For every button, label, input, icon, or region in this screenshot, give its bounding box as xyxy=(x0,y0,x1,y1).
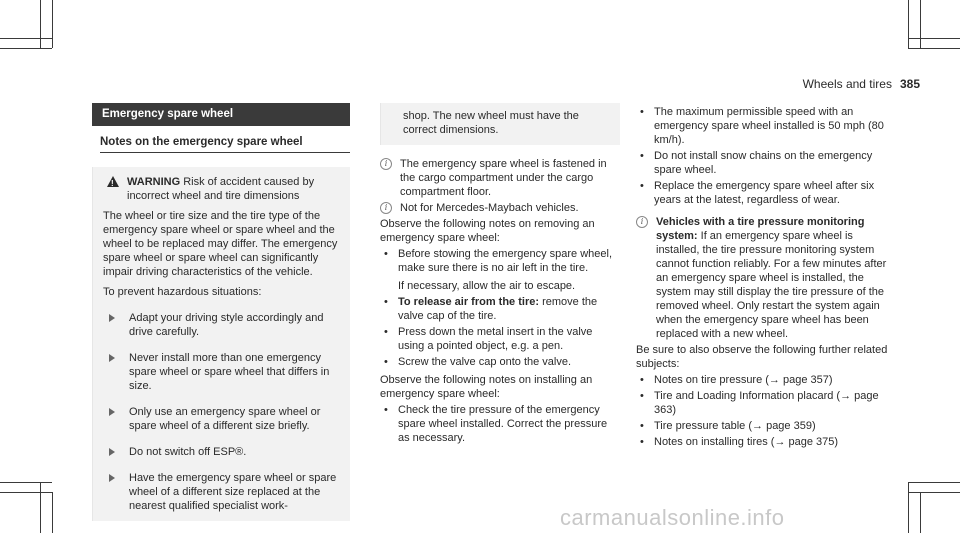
section-title: Emergency spare wheel xyxy=(92,103,350,126)
step-item: Have the emergency spare wheel or spare wheel of a different size replaced at the nearest qualified specialist work- xyxy=(103,471,342,513)
observe-installing: Observe the following notes on installing an emergency spare wheel: xyxy=(380,374,593,400)
crop-mark xyxy=(40,0,41,48)
page-number: 385 xyxy=(899,77,920,91)
info-note: i Not for Mercedes-Maybach vehicles. xyxy=(380,201,620,215)
list-item: • Do not install snow chains on the emergency spare wheel. xyxy=(640,150,873,176)
list-item: • Screw the valve cap onto the valve. xyxy=(384,356,572,368)
list-item: • Check the tire pressure of the emergency spare wheel installed. Correct the pressure as necessary. xyxy=(384,404,608,444)
warning-prevent: To prevent hazardous situations: xyxy=(103,286,262,298)
crop-mark xyxy=(908,0,909,48)
crop-mark xyxy=(908,492,960,493)
crop-mark xyxy=(0,492,52,493)
arrow-icon xyxy=(109,448,115,456)
header-section: Wheels and tires xyxy=(802,77,892,91)
info-note: i Vehicles with a tire pressure monitoring system: If an emergency spare wheel is installed, the tire pressure monitoring system cannot function reliably. For a few minutes after an emergency spare wheel is installed, the system may still display the tire pressure of the removed wheel. Only restart the system again when the emergency spare wheel has been replaced with a new wheel. xyxy=(636,215,898,341)
observe-removing: Observe the following notes on removing an emergency spare wheel: xyxy=(380,218,595,244)
related-intro: Be sure to also observe the following further related subjects: xyxy=(636,344,888,370)
subsection-title: Notes on the emergency spare wheel xyxy=(100,135,350,153)
info-icon: i xyxy=(380,202,392,214)
list-item: • Replace the emergency spare wheel after six years at the latest, regardless of wear. xyxy=(640,180,875,206)
info-icon: i xyxy=(380,158,392,170)
warning-intro: Risk of accident caused by incorrect wheel and tire dimensions xyxy=(127,176,315,202)
related-link[interactable]: • Notes on tire pressure (→ page 357) xyxy=(640,374,833,386)
related-link[interactable]: • Tire pressure table (→ page 359) xyxy=(640,420,816,432)
list-item: • The maximum permissible speed with an emergency spare wheel installed is 50 mph (80 km/h). xyxy=(640,106,884,146)
arrow-icon xyxy=(109,408,115,416)
left-column xyxy=(92,103,350,521)
crop-mark xyxy=(920,0,921,48)
crop-mark xyxy=(0,48,52,49)
info-note: i The emergency spare wheel is fastened in the cargo compartment under the cargo compartment floor. xyxy=(380,157,620,199)
arrow-icon xyxy=(109,474,115,482)
related-link[interactable]: • Tire and Loading Information placard (→ page 363) xyxy=(640,390,879,416)
crop-mark xyxy=(908,38,960,39)
step-item: Only use an emergency spare wheel or spare wheel of a different size briefly. xyxy=(103,405,342,433)
warning-continued: shop. The new wheel must have the correct dimensions. xyxy=(380,103,620,145)
arrow-icon xyxy=(109,354,115,362)
related-link[interactable]: • Notes on installing tires (→ page 375) xyxy=(640,436,839,448)
crop-mark xyxy=(52,492,53,533)
crop-mark xyxy=(908,482,960,483)
warning-icon xyxy=(107,176,119,187)
crop-mark xyxy=(0,38,52,39)
crop-mark xyxy=(52,0,53,48)
warning-body: The wheel or tire size and the tire type of the emergency spare wheel or spare wheel and the wheel to be replaced may differ. The emergency spare wheel or spare wheel can significantly impair driving characteristics of the vehicle. xyxy=(103,210,338,278)
list-item: • Before stowing the emergency spare wheel, make sure there is no air left in the tire. xyxy=(384,248,613,274)
step-item: Adapt your driving style accordingly and drive carefully. xyxy=(103,311,342,339)
warning-box xyxy=(92,167,350,521)
info-icon: i xyxy=(636,216,648,228)
right-column xyxy=(636,103,898,449)
crop-mark xyxy=(0,482,52,483)
middle-column xyxy=(380,103,620,445)
watermark: carmanualsonline.info xyxy=(560,505,785,530)
crop-mark xyxy=(920,492,921,533)
page-header xyxy=(760,77,920,91)
crop-mark xyxy=(908,482,909,533)
crop-mark xyxy=(908,48,960,49)
step-item: Do not switch off ESP®. xyxy=(103,445,342,459)
list-subtext: If necessary, allow the air to escape. xyxy=(398,280,576,292)
arrow-icon xyxy=(109,314,115,322)
crop-mark xyxy=(40,482,41,533)
list-item: • Press down the metal insert in the valve using a pointed object, e.g. a pen. xyxy=(384,326,593,352)
warning-label: WARNING xyxy=(127,176,181,188)
step-item: Never install more than one emergency spare wheel or spare wheel that differs in size. xyxy=(103,351,342,393)
list-item: • To release air from the tire: remove the valve cap of the tire. xyxy=(384,296,598,322)
